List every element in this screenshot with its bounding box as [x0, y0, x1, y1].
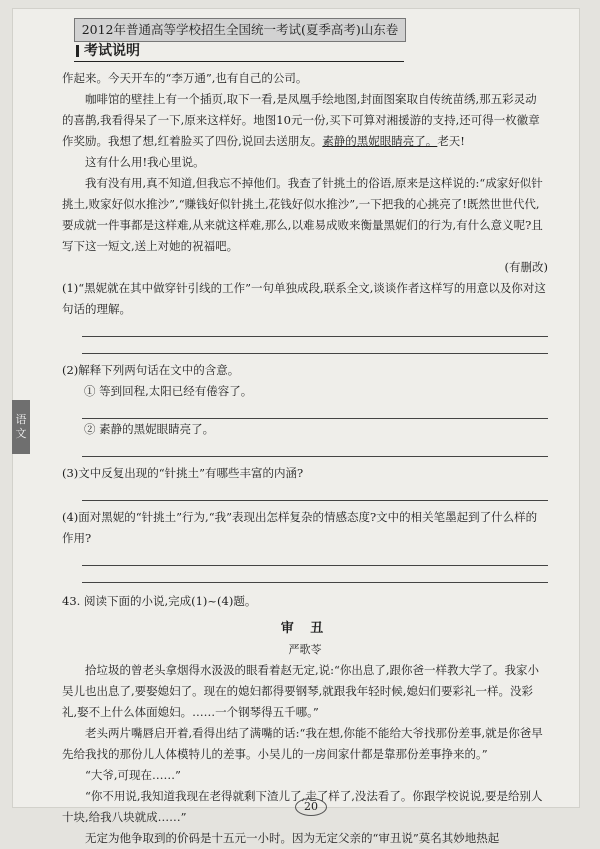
- side-tab-char-2: 文: [15, 427, 27, 440]
- answer-line[interactable]: [82, 337, 548, 354]
- passage-paragraph: 这有什么用!我心里说。: [85, 155, 205, 169]
- passage-paragraph: 我有没有用,真不知道,但我忘不掉他们。我查了针挑土的俗语,原来是这样说的:“成家好似针挑土,败家好似水推沙”,“赚钱好似针挑土,花钱好似水推沙”,一下把我的心挑亮了!既然世世代代,要成就一件事都是这样难,从来就这样难,那么,以难易成败来衡量黑妮们的行为,有什么意义呢?且写下这一短文,送上对她的祝福吧。: [62, 176, 543, 253]
- page-number: 20: [295, 798, 327, 816]
- section-header: [74, 41, 404, 62]
- story-paragraph: 无定为他争取到的价码是十五元一小时。因为无定父亲的“审丑说”莫名其妙地热起: [85, 831, 500, 845]
- underlined-sentence: 素静的黑妮眼睛亮了。: [322, 134, 438, 148]
- side-tab-char-1: 语: [15, 413, 27, 426]
- answer-line[interactable]: [82, 566, 548, 583]
- passage-paragraph: 作起来。今天开车的“李万通”,也有自己的公司。: [62, 71, 308, 85]
- story-paragraph: 拾垃圾的曾老头拿烟得水汲汲的眼看着赵无定,说:“你出息了,跟你爸一样教大学了。我家小吴儿也出息了,要娶媳妇了。现在的媳妇都得要钢琴,就跟我年轻时候,媳妇们要彩礼一样。没彩礼,娶不上什么体面媳妇。……一个钢琴得五千哪。”: [62, 663, 540, 719]
- answer-line[interactable]: [82, 402, 548, 419]
- story-paragraph: “大爷,可现在……”: [85, 768, 181, 782]
- story-author: 严歌苓: [288, 643, 322, 656]
- answer-line[interactable]: [82, 484, 548, 501]
- story-paragraph: “你不用说,我知道我现在老得就剩下渣儿了,走了样了,没法看了。你跟学校说说,要是给别人十块,给我八块就成……”: [62, 789, 543, 824]
- question-2-item-1: ① 等到回程,太阳已经有倦容了。: [84, 384, 253, 398]
- question-2: (2)解释下列两句话在文中的含意。: [62, 363, 240, 377]
- passage-text: 咖啡馆的壁挂上有一个插页,取下一看,是凤凰手绘地图,封面图案取自传统苗绣,那五彩灵动的喜鹊,我看得呆了一下,原来这样好。地图10元一份,买下可算对湘援游的支持,还可得一枚徽章作奖励。我想了想,红着脸买了四份,说回去送朋友。: [62, 92, 540, 148]
- answer-line[interactable]: [82, 549, 548, 566]
- question-43-prompt: 43. 阅读下面的小说,完成(1)~(4)题。: [62, 594, 257, 608]
- section-marker: [76, 45, 79, 57]
- page-content: [62, 68, 548, 849]
- question-4: (4)面对黑妮的“针挑土”行为,“我”表现出怎样复杂的情感态度?文中的相关笔墨起到了什么样的作用?: [62, 510, 538, 545]
- exam-title: 2012年普通高等学校招生全国统一考试(夏季高考)山东卷: [81, 22, 399, 37]
- exam-page: [12, 8, 580, 845]
- passage-paragraph: [62, 89, 548, 152]
- answer-line[interactable]: [82, 440, 548, 457]
- question-3: (3)文中反复出现的“针挑土”有哪些丰富的内涵?: [62, 466, 304, 480]
- source-note: (有删改): [504, 260, 548, 274]
- answer-line[interactable]: [82, 320, 548, 337]
- subject-side-tab: [12, 400, 30, 454]
- story-paragraph: 老头两片嘴唇启开着,看得出结了满嘴的话:“我在想,你能不能给大爷找那份差事,就是你爸早先给我找的那份儿人体模特儿的差事。小吴儿的一房间家什都是靠那份差事挣来的。”: [62, 726, 543, 761]
- exam-title-banner: [74, 18, 406, 42]
- passage-text: 老天!: [437, 134, 465, 148]
- question-2-item-2: ② 素静的黑妮眼睛亮了。: [84, 422, 215, 436]
- section-title: 考试说明: [84, 43, 140, 59]
- story-title: 审 丑: [280, 621, 330, 636]
- question-1: (1)“黑妮就在其中做穿针引线的工作”一句单独成段,联系全文,谈谈作者这样写的用意以及你对这句话的理解。: [62, 281, 546, 316]
